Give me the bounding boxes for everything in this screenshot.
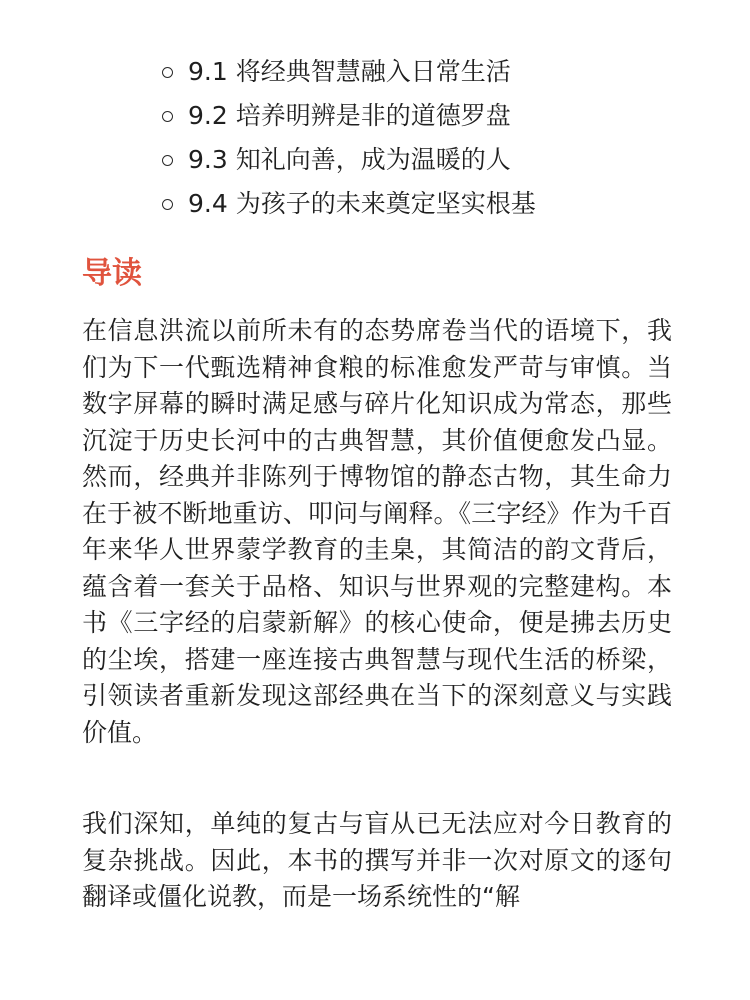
toc-item-9-1[interactable] (162, 50, 536, 94)
table-of-contents (162, 50, 536, 226)
section-heading: 导读 (82, 256, 142, 291)
hollow-circle-bullet-icon (162, 111, 173, 122)
toc-item-label: 9.1 将经典智慧融入日常生活 (188, 57, 511, 86)
hollow-circle-bullet-icon (162, 67, 173, 78)
toc-item-label: 9.3 知礼向善，成为温暖的人 (188, 145, 511, 174)
hollow-circle-bullet-icon (162, 155, 173, 166)
body-paragraph: 在信息洪流以前所未有的态势席卷当代的语境下，我们为下一代甄选精神食粮的标准愈发严苛与审慎。当数字屏幕的瞬时满足感与碎片化知识成为常态，那些沉淀于历史长河中的古典智慧，其价值便愈发凸显。然而，经典并非陈列于博物馆的静态古物，其生命力在于被不断地重访、叩问与阐释。《三字经》作为千百年来华人世界蒙学教育的圭臬，其简洁的韵文背后，蕴含着一套关于品格、知识与世界观的完整建构。本书《三字经的启蒙新解》的核心使命，便是拂去历史的尘埃，搭建一座连接古典智慧与现代生活的桥梁，引领读者重新发现这部经典在当下的深刻意义与实践价值。 (82, 316, 672, 747)
toc-item-9-3[interactable] (162, 138, 536, 182)
toc-item-label: 9.2 培养明辨是非的道德罗盘 (188, 101, 511, 130)
body-paragraph: 我们深知，单纯的复古与盲从已无法应对今日教育的复杂挑战。因此，本书的撰写并非一次对原文的逐句翻译或僵化说教，而是一场系统性的“解 (82, 809, 672, 911)
toc-item-9-2[interactable] (162, 94, 536, 138)
hollow-circle-bullet-icon (162, 199, 173, 210)
toc-item-9-4[interactable] (162, 182, 536, 226)
toc-item-label: 9.4 为孩子的未来奠定坚实根基 (188, 189, 536, 218)
